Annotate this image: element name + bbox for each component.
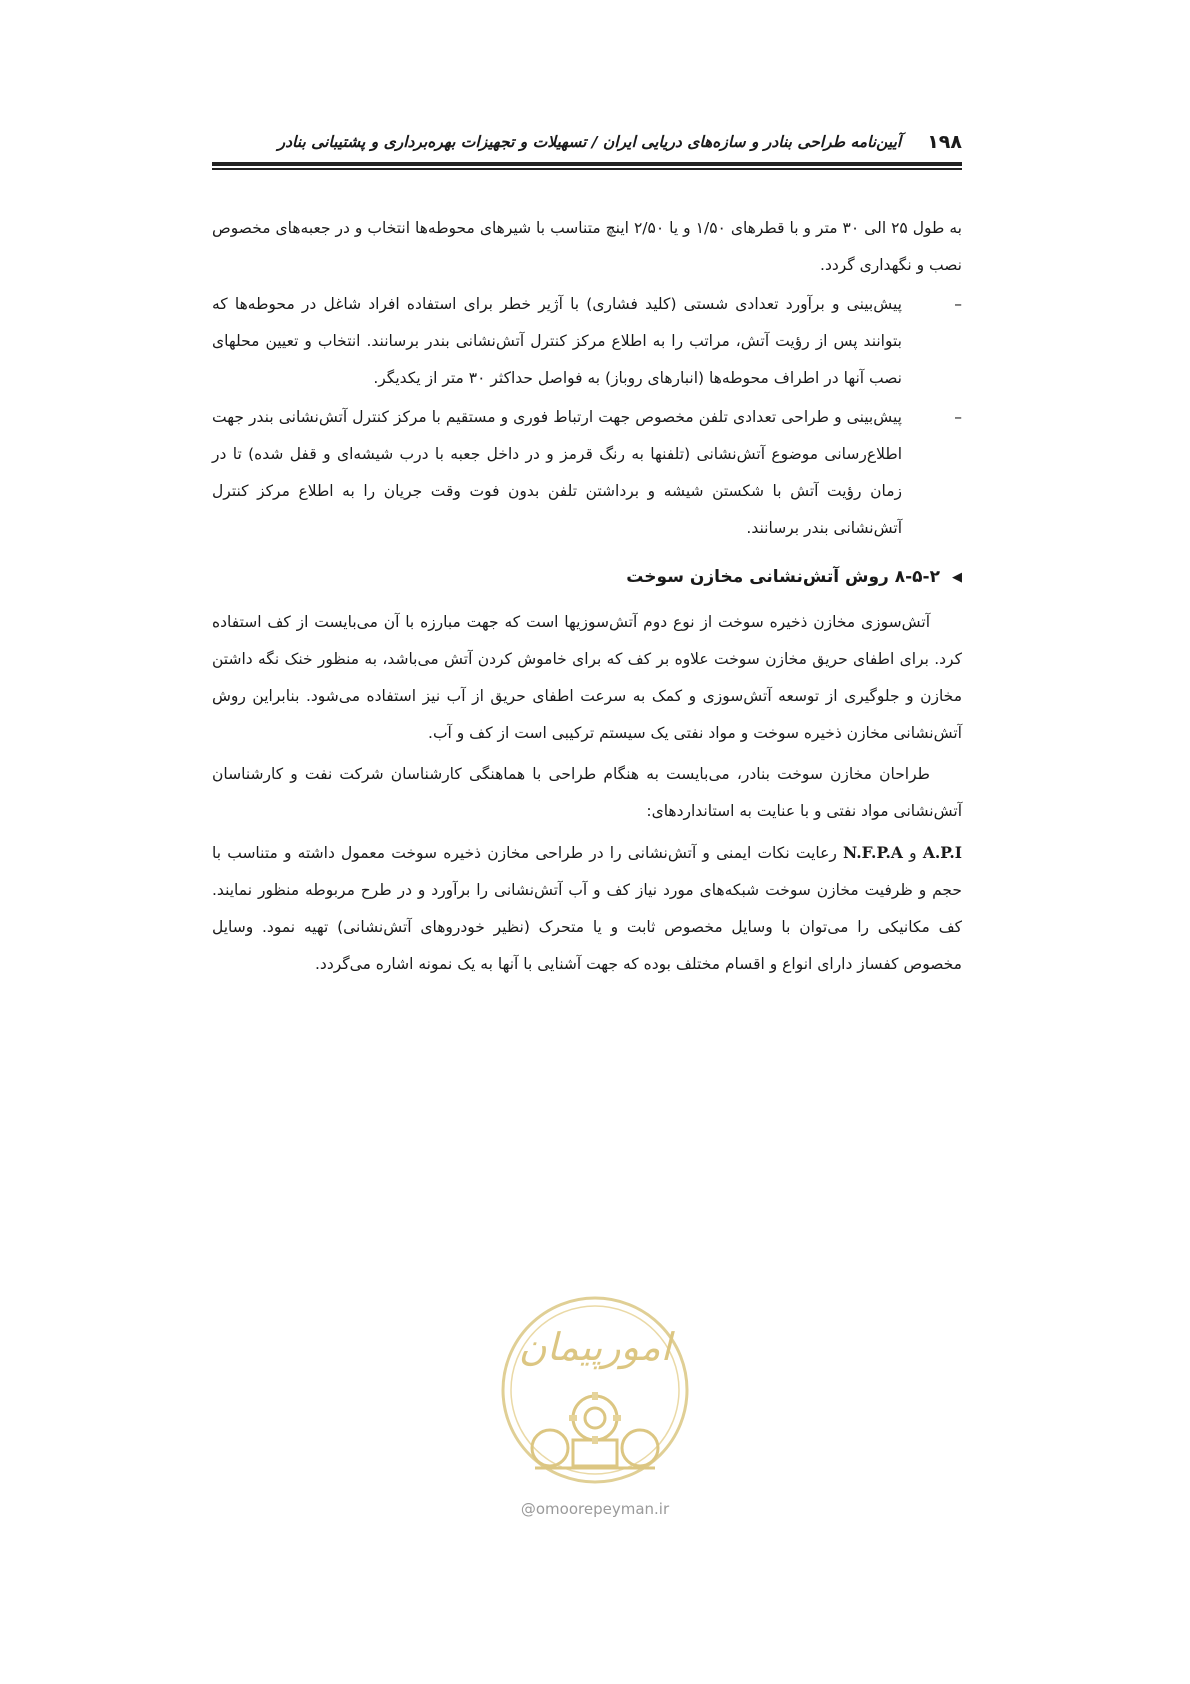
heading-arrow-icon: ◀ [952, 570, 962, 585]
standard-api: A.P.I [922, 843, 963, 862]
bullet-text: پیش‌بینی و برآورد تعدادی شستی (کلید فشاری) با آژیر خطر برای استفاده افراد شاغل در محوطه‌ها که بتوانند پس از رؤیت آتش، مراتب را به اطلاع مرکز کنترل آتش‌نشانی بندر برسانند. انتخاب و تعیین محلهای نصب آنها در اطراف محوطه‌ها (انبارهای روباز) به فواصل حداکثر ۳۰ متر از یکدیگر. [212, 295, 902, 387]
bullet-marker: – [954, 295, 962, 313]
running-title: آیین‌نامه طراحی بنادر و سازه‌های دریایی ایران / تسهیلات و تجهیزات بهره‌برداری و پشتیبانی بنادر [277, 133, 902, 151]
standard-nfpa: N.F.P.A [843, 843, 903, 862]
paragraph-1: آتش‌سوزی مخازن ذخیره سوخت از نوع دوم آتش‌سوزیها است که جهت مبارزه با آن می‌بایست از کف استفاده کرد. برای اطفای حریق مخازن سوخت علاوه بر کف که برای خاموش کردن آتش می‌باشد، به منظور خنک نگه داشتن مخازن و جلوگیری از توسعه آتش‌سوزی و کمک به سرعت اطفای حریق از آب نیز استفاده می‌شود. بنابراین روش آتش‌نشانی مخازن ذخیره سوخت و مواد نفتی یک سیستم ترکیبی است از کف و آب. [212, 613, 962, 742]
paragraph-3-text: رعایت نکات ایمنی و آتش‌نشانی را در طراحی مخازن ذخیره سوخت معمول داشته و متناسب با حجم و ظرفیت مخازن سوخت شبکه‌های مورد نیاز کف و آب آتش‌نشانی را برآورد و در طرح مربوطه منظور نمایند. کف مکانیکی را می‌توان با وسایل مخصوص ثابت و یا متحرک (نظیر خودروهای آتش‌نشانی) تهیه نمود. وسایل مخصوص کفساز دارای انواع و اقسام مختلف بوده که جهت آشنایی با آنها به یک نمونه اشاره می‌گردد. [212, 844, 962, 973]
bullet-item-1 [212, 286, 962, 397]
watermark-seal-logo [495, 1290, 695, 1495]
page-number: ۱۹۸ [927, 131, 962, 153]
paragraph-3 [212, 834, 962, 983]
page-content [212, 210, 962, 983]
intro-paragraph: به طول ۲۵ الی ۳۰ متر و با قطرهای ۱/۵۰ و یا ۲/۵۰ اینچ متناسب با شیرهای محوطه‌ها انتخاب و در جعبه‌های مخصوص نصب و نگهداری گردد. [212, 219, 962, 274]
paragraph-2: طراحان مخازن سوخت بنادر، می‌بایست به هنگام طراحی با هماهنگی کارشناسان شرکت نفت و کارشناسان آتش‌نشانی مواد نفتی و با عنایت به استانداردهای: [212, 765, 962, 820]
bullet-marker: – [954, 408, 962, 426]
seal-text: امورپیمان [518, 1325, 672, 1369]
bullet-text: پیش‌بینی و طراحی تعدادی تلفن مخصوص جهت ارتباط فوری و مستقیم با مرکز کنترل آتش‌نشانی بندر جهت اطلاع‌رسانی موضوع آتش‌نشانی (تلفنها به رنگ قرمز و در داخل جعبه با درب شیشه‌ای و قفل شده) تا در زمان رؤیت آتش با شکستن شیشه و برداشتن تلفن بدون فوت وقت جریان را به اطلاع مرکز کنترل آتش‌نشانی بندر برسانند. [212, 408, 902, 537]
section-heading [212, 559, 962, 596]
header-rule-thin [212, 168, 962, 170]
header-rule-thick [212, 162, 962, 166]
watermark-url: @omoorepeyman.ir [520, 1500, 670, 1518]
page-header [212, 126, 962, 158]
bullet-item-2 [212, 399, 962, 547]
conjunction: و [902, 844, 923, 862]
section-heading-text: ۸-۵-۲ روش آتش‌نشانی مخازن سوخت [626, 567, 940, 587]
